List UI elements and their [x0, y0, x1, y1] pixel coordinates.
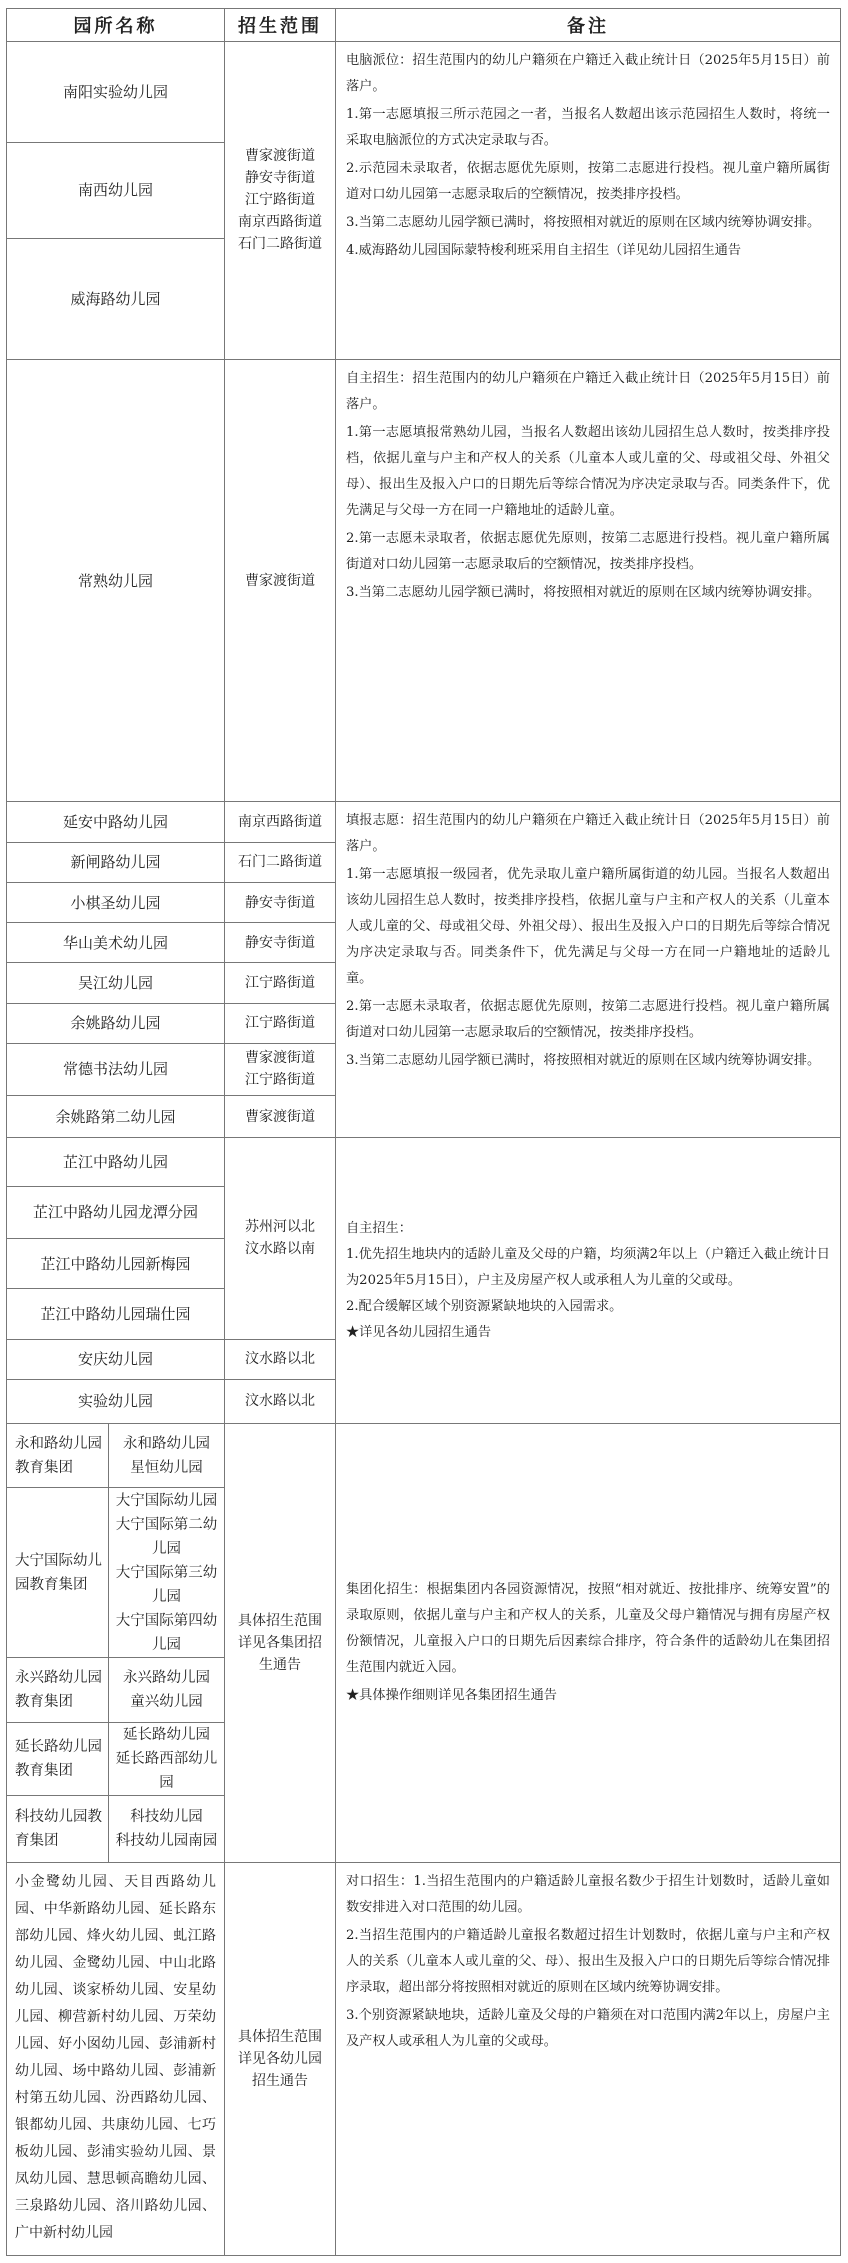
admission-scope: 具体招生范围 详见各集团招 生通告	[225, 1424, 336, 1863]
kindergarten-list: 小金鹭幼儿园、天目西路幼儿园、中华新路幼儿园、延长路东部幼儿园、烽火幼儿园、虬江路幼儿园、金鹭幼儿园、中山北路幼儿园、谈家桥幼儿园、安星幼儿园、柳营新村幼儿园、万荣幼儿园、好小囡幼儿园、彭浦新村幼儿园、场中路幼儿园、彭浦新村第五幼儿园、汾西路幼儿园、银都幼儿园、共康幼儿园、七巧板幼儿园、彭浦实验幼儿园、景凤幼儿园、慧思顿高瞻幼儿园、三泉路幼儿园、洛川路幼儿园、广中新村幼儿园	[7, 1862, 225, 2255]
kindergarten-name: 新闸路幼儿园	[7, 842, 225, 882]
admission-scope: 江宁路街道	[225, 963, 336, 1003]
kindergarten-name: 常德书法幼儿园	[7, 1043, 225, 1095]
kindergarten-name: 延安中路幼儿园	[7, 802, 225, 842]
kindergarten-name: 芷江中路幼儿园新梅园	[7, 1238, 225, 1288]
group-members: 大宁国际幼儿园 大宁国际第二幼儿园 大宁国际第三幼儿园 大宁国际第四幼儿园	[109, 1488, 225, 1658]
kindergarten-name: 余姚路第二幼儿园	[7, 1096, 225, 1138]
admission-scope: 曹家渡街道 江宁路街道	[225, 1043, 336, 1095]
kindergarten-name: 实验幼儿园	[7, 1379, 225, 1423]
group-name: 大宁国际幼儿园教育集团	[7, 1488, 109, 1658]
admission-note: 填报志愿：招生范围内的幼儿户籍须在户籍迁入截止统计日（2025年5月15日）前落户。 1.第一志愿填报一级园者，优先录取儿童户籍所属街道的幼儿园。当报名人数超出该幼儿园招生总人数时，按类排序投档，依据儿童与户主和产权人的关系（儿童本人或儿童的父、母或祖父母、外祖父母）、报出生及报入户口的日期先后等综合情况为序决定录取与否。同类条件下，优先满足与父母一方在同一户籍地址的适龄儿童。 2.第一志愿未录取者，依据志愿优先原则，按第二志愿进行投档。视儿童户籍所属街道对口幼儿园第一志愿录取后的空额情况，按类排序投档。 3.当第二志愿幼儿园学额已满时，将按照相对就近的原则在区域内统筹协调安排。	[336, 802, 841, 1138]
admission-note: 自主招生： 1.优先招生地块内的适龄儿童及父母的户籍，均须满2年以上（户籍迁入截止统计日为2025年5月15日），户主及房屋产权人或承租人为儿童的父或母。 2.配合缓解区域个别资源紧缺地块的入园需求。 ★详见各幼儿园招生通告	[336, 1138, 841, 1424]
group-name: 科技幼儿园教育集团	[7, 1796, 109, 1862]
kindergarten-name: 常熟幼儿园	[7, 359, 225, 802]
admission-scope: 静安寺街道	[225, 882, 336, 922]
kindergarten-name: 安庆幼儿园	[7, 1339, 225, 1379]
group-name: 永和路幼儿园教育集团	[7, 1424, 109, 1488]
admission-scope: 曹家渡街道	[225, 359, 336, 802]
admission-scope: 石门二路街道	[225, 842, 336, 882]
admission-scope: 汶水路以北	[225, 1339, 336, 1379]
admission-scope: 江宁路街道	[225, 1003, 336, 1043]
header-row	[7, 9, 841, 42]
header-note: 备注	[336, 9, 841, 42]
kindergarten-name: 余姚路幼儿园	[7, 1003, 225, 1043]
group-name: 延长路幼儿园教育集团	[7, 1722, 109, 1795]
kindergarten-name: 小棋圣幼儿园	[7, 882, 225, 922]
group-name: 永兴路幼儿园教育集团	[7, 1658, 109, 1722]
admission-scope: 汶水路以北	[225, 1379, 336, 1423]
group-members: 永和路幼儿园 星恒幼儿园	[109, 1424, 225, 1488]
kindergarten-name: 南阳实验幼儿园	[7, 42, 225, 143]
header-scope: 招生范围	[225, 9, 336, 42]
group-members: 永兴路幼儿园 童兴幼儿园	[109, 1658, 225, 1722]
admission-scope: 南京西路街道	[225, 802, 336, 842]
admission-scope: 曹家渡街道 静安寺街道 江宁路街道 南京西路街道 石门二路街道	[225, 42, 336, 360]
admission-scope: 苏州河以北 汶水路以南	[225, 1138, 336, 1339]
kindergarten-name: 华山美术幼儿园	[7, 923, 225, 963]
admission-scope: 静安寺街道	[225, 923, 336, 963]
kindergarten-name: 威海路幼儿园	[7, 239, 225, 360]
admission-scope: 具体招生范围 详见各幼儿园 招生通告	[225, 1862, 336, 2255]
group-members: 延长路幼儿园 延长路西部幼儿园	[109, 1722, 225, 1795]
kindergarten-name: 南西幼儿园	[7, 142, 225, 239]
kindergarten-name: 芷江中路幼儿园龙潭分园	[7, 1186, 225, 1238]
kindergarten-name: 吴江幼儿园	[7, 963, 225, 1003]
header-name: 园所名称	[7, 9, 225, 42]
kindergarten-name: 芷江中路幼儿园	[7, 1138, 225, 1186]
admission-note: 电脑派位：招生范围内的幼儿户籍须在户籍迁入截止统计日（2025年5月15日）前落户。 1.第一志愿填报三所示范园之一者，当报名人数超出该示范园招生人数时，将统一采取电脑派位的方式决定录取与否。 2.示范园未录取者，依据志愿优先原则，按第二志愿进行投档。视儿童户籍所属街道对口幼儿园第一志愿录取后的空额情况，按类排序投档。 3.当第二志愿幼儿园学额已满时，将按照相对就近的原则在区域内统筹协调安排。 4.威海路幼儿园国际蒙特梭利班采用自主招生（详见幼儿园招生通告	[336, 42, 841, 360]
admission-scope: 曹家渡街道	[225, 1096, 336, 1138]
group-members: 科技幼儿园 科技幼儿园南园	[109, 1796, 225, 1862]
admission-note: 集团化招生：根据集团内各园资源情况，按照“相对就近、按批排序、统筹安置”的录取原则，依据儿童与户主和产权人的关系，儿童及父母户籍情况与拥有房屋产权份额情况，儿童报入户口的日期先后因素综合排序，符合条件的适龄幼儿在集团招生范围内就近入园。 ★具体操作细则详见各集团招生通告	[336, 1424, 841, 1863]
admission-table	[6, 8, 841, 2256]
kindergarten-name: 芷江中路幼儿园瑞仕园	[7, 1289, 225, 1339]
admission-note: 自主招生：招生范围内的幼儿户籍须在户籍迁入截止统计日（2025年5月15日）前落户。 1.第一志愿填报常熟幼儿园，当报名人数超出该幼儿园招生总人数时，按类排序投档，依据儿童与户主和产权人的关系（儿童本人或儿童的父、母或祖父母、外祖父母）、报出生及报入户口的日期先后等综合情况为序决定录取与否。同类条件下，优先满足与父母一方在同一户籍地址的适龄儿童。 2.第一志愿未录取者，依据志愿优先原则，按第二志愿进行投档。视儿童户籍所属街道对口幼儿园第一志愿录取后的空额情况，按类排序投档。 3.当第二志愿幼儿园学额已满时，将按照相对就近的原则在区域内统筹协调安排。	[336, 359, 841, 802]
admission-note: 对口招生：1.当招生范围内的户籍适龄儿童报名数少于招生计划数时，适龄儿童如数安排进入对口范围的幼儿园。 2.当招生范围内的户籍适龄儿童报名数超过招生计划数时，依据儿童与户主和产权人的关系（儿童本人或儿童的父、母）、报出生及报入户口的日期先后等综合情况排序录取，超出部分将按照相对就近的原则在区域内统筹协调安排。 3.个别资源紧缺地块，适龄儿童及父母的户籍须在对口范围内满2年以上，房屋户主及产权人或承租人为儿童的父或母。	[336, 1862, 841, 2255]
